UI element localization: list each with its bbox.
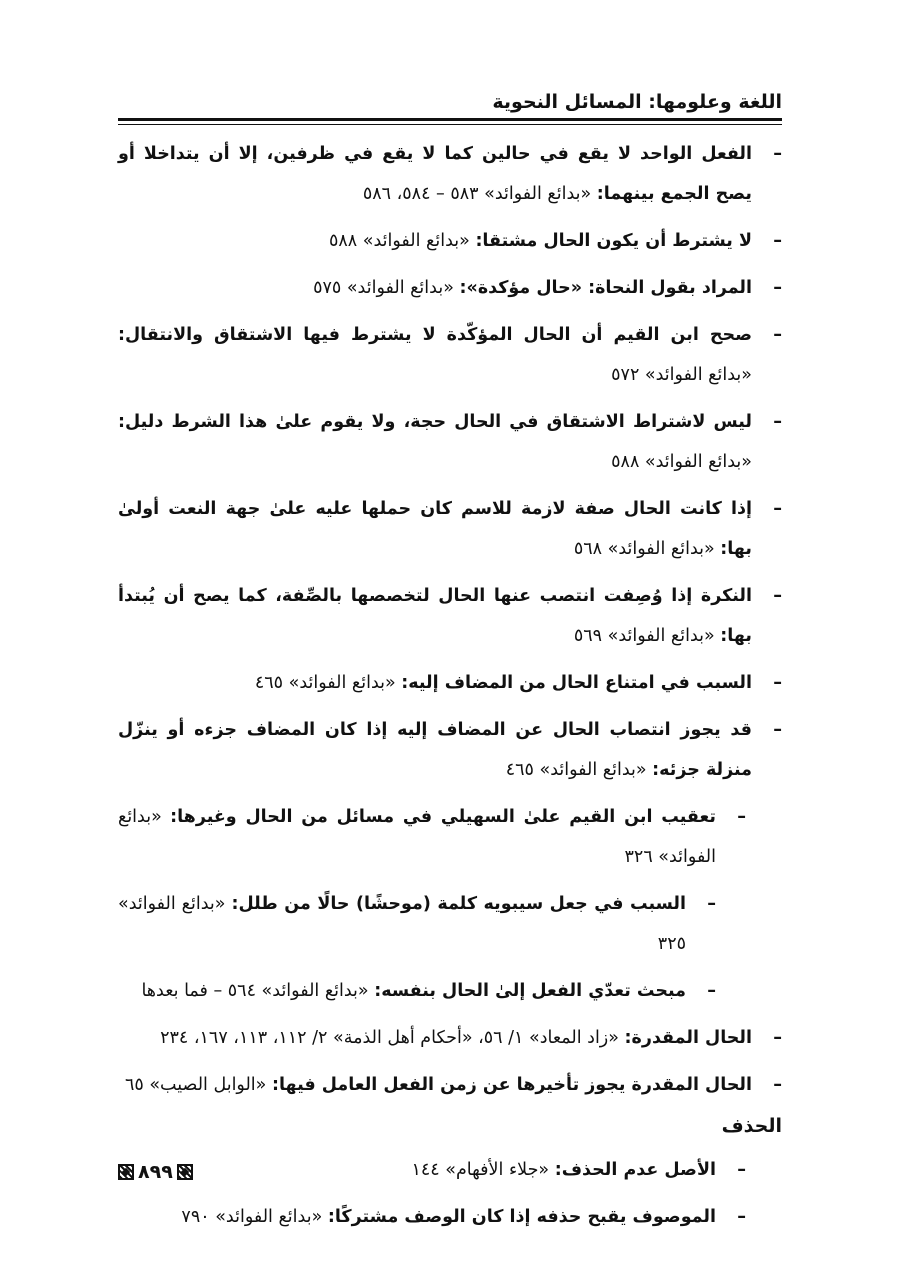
section-entries-list	[118, 1150, 782, 1237]
ornament-right-icon	[177, 1164, 193, 1180]
index-entry	[118, 268, 782, 308]
entry-dash: –	[773, 586, 782, 606]
entry-dash: –	[707, 981, 716, 1001]
entry-reference: «بدائع الفوائد» ٣٢٥	[118, 894, 686, 954]
index-entry	[118, 710, 782, 790]
running-header: اللغة وعلومها: المسائل النحوية	[492, 91, 782, 113]
entry-reference: «بدائع الفوائد» ٥٦٨	[573, 539, 715, 559]
entry-reference: «بدائع الفوائد» ٤٦٥	[254, 673, 396, 693]
entry-dash: –	[773, 720, 782, 740]
entry-text: مبحث تعدّي الفعل إلىٰ الحال بنفسه:	[374, 981, 686, 1001]
entry-text: الفعل الواحد لا يقع في حالين كما لا يقع في ظرفين، إلا أن يتداخلا أو يصح الجمع بينهما:	[118, 144, 752, 204]
entry-reference: «بدائع الفوائد» ٥٦٩	[573, 626, 715, 646]
entry-dash: –	[773, 278, 782, 298]
entry-reference: «بدائع الفوائد» ٧٩٠	[181, 1207, 323, 1227]
entry-text: تعقيب ابن القيم علىٰ السهيلي في مسائل من الحال وغيرها:	[170, 807, 716, 827]
entry-text: الحال المقدرة:	[624, 1028, 752, 1048]
entry-dash: –	[737, 1160, 746, 1180]
entry-reference: «بدائع الفوائد» ٥٨٣ – ٥٨٤، ٥٨٦	[362, 184, 592, 204]
index-entry	[118, 971, 716, 1011]
entry-text: المراد بقول النحاة: «حال مؤكدة»:	[459, 278, 752, 298]
entry-text: الحال المقدرة يجوز تأخيرها عن زمن الفعل العامل فيها:	[271, 1075, 752, 1095]
index-entry	[118, 221, 782, 261]
entry-reference: «جلاء الأفهام» ١٤٤	[411, 1160, 550, 1180]
entry-text: الأصل عدم الحذف:	[554, 1160, 716, 1180]
entry-reference: «بدائع الفوائد» ٥٧٢	[611, 365, 752, 385]
entry-dash: –	[773, 499, 782, 519]
index-entry	[118, 402, 782, 482]
index-content	[118, 134, 782, 1244]
entry-dash: –	[773, 412, 782, 432]
page-number: ٨٩٩	[138, 1161, 173, 1183]
page-number-block	[118, 1158, 193, 1186]
index-entry	[118, 134, 782, 214]
entry-text: ليس لاشتراط الاشتقاق في الحال حجة، ولا يقوم علىٰ هذا الشرط دليل:	[118, 412, 752, 432]
entry-dash: –	[773, 144, 782, 164]
index-entry	[118, 884, 716, 964]
entry-text: السبب في جعل سيبويه كلمة (موحشًا) حالًا من طلل:	[231, 894, 686, 914]
entry-text: لا يشترط أن يكون الحال مشتقا:	[475, 231, 752, 251]
index-entry	[118, 489, 782, 569]
entry-reference: «بدائع الفوائد» ٤٦٥	[505, 760, 647, 780]
entry-reference: «بدائع الفوائد» ٥٧٥	[313, 278, 454, 298]
entry-reference: «الوابل الصيب» ٦٥	[124, 1075, 267, 1095]
entry-dash: –	[773, 325, 782, 345]
header-rule-thick	[118, 118, 782, 121]
index-entry	[118, 1018, 782, 1058]
entry-reference: «بدائع الفوائد» ٣٢٦	[118, 807, 716, 867]
entry-text: السبب في امتناع الحال من المضاف إليه:	[401, 673, 752, 693]
entries-list	[118, 134, 782, 1105]
index-entry	[118, 1150, 746, 1190]
entry-reference: «بدائع الفوائد» ٥٨٨	[611, 452, 752, 472]
index-entry	[118, 576, 782, 656]
ornament-left-icon	[118, 1164, 134, 1180]
entry-dash: –	[773, 231, 782, 251]
index-entry	[118, 797, 746, 877]
entry-dash: –	[737, 807, 746, 827]
index-entry	[118, 663, 782, 703]
entry-reference: «بدائع الفوائد» ٥٦٤ – فما بعدها	[141, 981, 369, 1001]
entry-reference: «زاد المعاد» ١/ ٥٦، «أحكام أهل الذمة» ٢/ ١١٢، ١١٣، ١٦٧، ٢٣٤	[160, 1028, 619, 1048]
entry-text: صحح ابن القيم أن الحال المؤكّدة لا يشترط فيها الاشتقاق والانتقال:	[118, 325, 752, 345]
entry-text: إذا كانت الحال صفة لازمة للاسم كان حملها عليه علىٰ جهة النعت أولىٰ بها:	[118, 499, 752, 559]
index-entry	[118, 1197, 746, 1237]
section-title: الحذف	[721, 1115, 782, 1137]
index-entry	[118, 1065, 782, 1105]
entry-reference: «بدائع الفوائد» ٥٨٨	[329, 231, 470, 251]
entry-dash: –	[773, 1028, 782, 1048]
entry-dash: –	[737, 1207, 746, 1227]
header-rule-thin	[118, 124, 782, 125]
entry-text: الموصوف يقبح حذفه إذا كان الوصف مشتركًا:	[327, 1207, 716, 1227]
entry-dash: –	[773, 673, 782, 693]
entry-dash: –	[707, 894, 716, 914]
entry-dash: –	[773, 1075, 782, 1095]
index-entry	[118, 315, 782, 395]
entry-text: قد يجوز انتصاب الحال عن المضاف إليه إذا كان المضاف جزءه أو ينزّل منزلة جزئه:	[118, 720, 752, 780]
entry-text: النكرة إذا وُصِفت انتصب عنها الحال لتخصصها بالصِّفة، كما يصح أن يُبتدأ بها:	[118, 586, 752, 646]
